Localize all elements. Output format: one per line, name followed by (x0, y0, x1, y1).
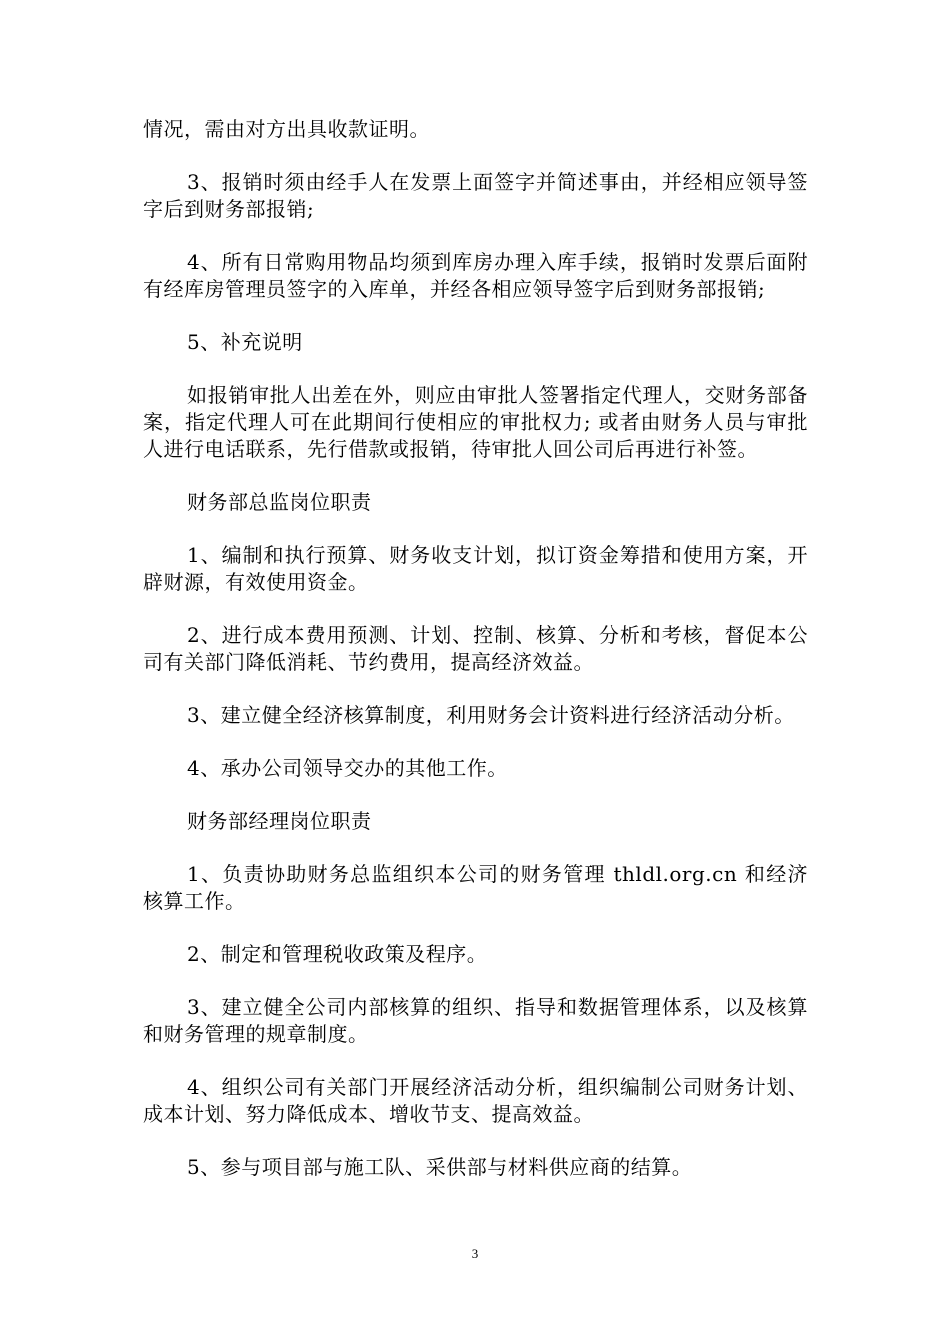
paragraph: 1、编制和执行预算、财务收支计划，拟订资金筹措和使用方案，开辟财源，有效使用资金。 (143, 543, 808, 594)
paragraph: 1、负责协助财务总监组织本公司的财务管理 thldl.org.cn 和经济核算工作。 (143, 862, 808, 913)
paragraph: 4、组织公司有关部门开展经济活动分析，组织编制公司财务计划、成本计划、努力降低成本、增收节支、提高效益。 (143, 1075, 808, 1126)
section-heading: 财务部总监岗位职责 (187, 490, 372, 514)
paragraph: 4、承办公司领导交办的其他工作。 (187, 756, 508, 780)
paragraph: 2、制定和管理税收政策及程序。 (187, 942, 488, 966)
paragraph: 情况，需由对方出具收款证明。 (143, 117, 430, 141)
paragraph: 4、所有日常购用物品均须到库房办理入库手续，报销时发票后面附有经库房管理员签字的入库单，并经各相应领导签字后到财务部报销; (143, 250, 808, 301)
paragraph: 2、进行成本费用预测、计划、控制、核算、分析和考核，督促本公司有关部门降低消耗、节约费用，提高经济效益。 (143, 623, 808, 674)
paragraph: 5、参与项目部与施工队、采供部与材料供应商的结算。 (187, 1155, 693, 1179)
paragraph: 3、报销时须由经手人在发票上面签字并简述事由，并经相应领导签字后到财务部报销; (143, 170, 808, 221)
paragraph: 3、建立健全经济核算制度，利用财务会计资料进行经济活动分析。 (187, 703, 795, 727)
section-heading: 财务部经理岗位职责 (187, 809, 372, 833)
page-number: 3 (471, 1246, 479, 1261)
document-body (143, 116, 808, 1207)
paragraph: 如报销审批人出差在外，则应由审批人签署指定代理人，交财务部备案，指定代理人可在此期间行使相应的审批权力; 或者由财务人员与审批人进行电话联系，先行借款或报销，待审批人回公司后再进行补签。 (143, 383, 808, 461)
paragraph: 5、补充说明 (187, 330, 303, 354)
paragraph: 3、建立健全公司内部核算的组织、指导和数据管理体系，以及核算和财务管理的规章制度。 (143, 995, 808, 1046)
